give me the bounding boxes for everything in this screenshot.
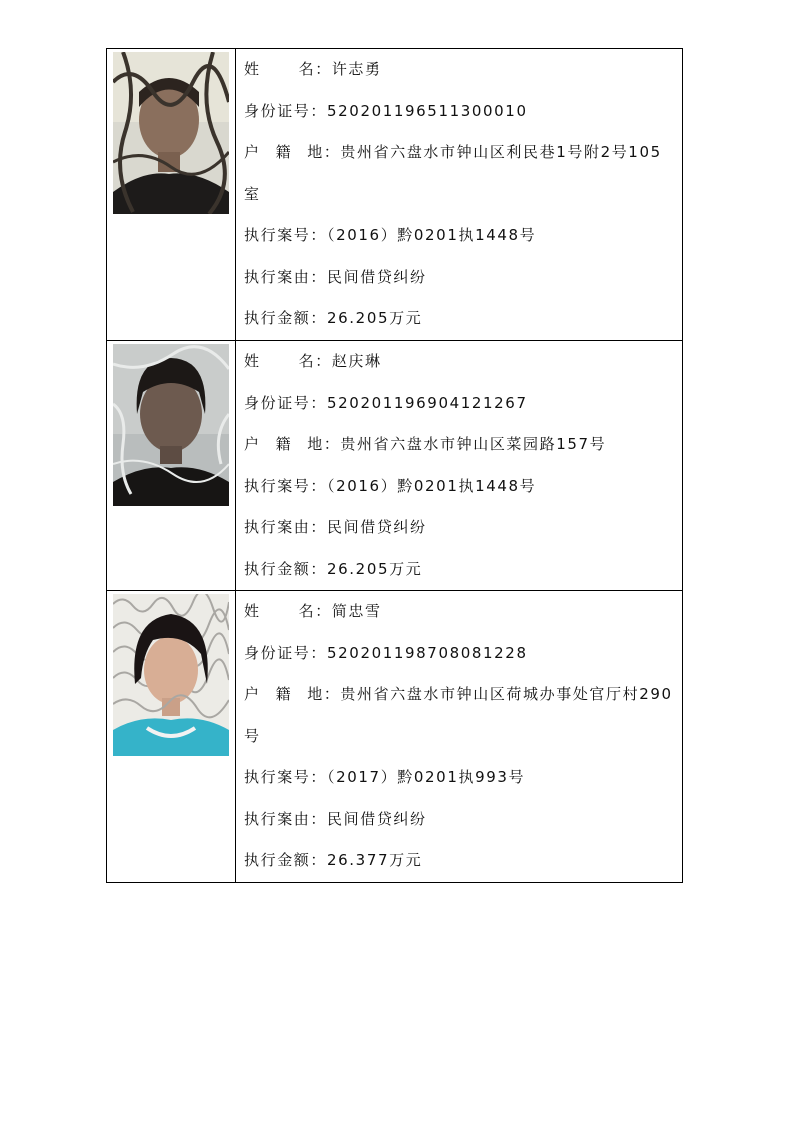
label-reg-b: 籍 (275, 435, 293, 453)
label-case-cause: 执行案由： (244, 267, 328, 286)
label-reg-a: 户 (244, 685, 261, 703)
label-id: 身份证号： (244, 643, 328, 662)
amount-line (244, 840, 676, 882)
id-line (244, 383, 676, 425)
name-line (244, 49, 676, 91)
id-line (244, 633, 676, 675)
label-name-a: 姓 (244, 60, 261, 78)
address-line (244, 424, 676, 466)
case-cause-value: 民间借贷纠纷 (327, 809, 427, 828)
table-row (107, 49, 683, 341)
amount-value: 26.205万元 (327, 309, 423, 327)
amount-value: 26.377万元 (327, 851, 423, 869)
info-cell (236, 341, 683, 591)
label-id: 身份证号： (244, 101, 328, 120)
name-value: 简忠雪 (331, 602, 382, 620)
id-line (244, 91, 676, 133)
label-amount: 执行金额： (244, 559, 328, 578)
label-name-b: 名： (298, 60, 332, 78)
address-value: 贵州省六盘水市钟山区利民巷1号附2号105室 (244, 143, 662, 203)
case-number-line (244, 757, 676, 799)
address-value: 贵州省六盘水市钟山区菜园路157号 (340, 435, 607, 453)
label-case-cause: 执行案由： (244, 809, 328, 828)
defaulter-roster-table (106, 48, 683, 883)
label-case-cause: 执行案由： (244, 518, 328, 536)
label-reg-c: 地： (307, 435, 341, 453)
amount-line (244, 549, 676, 591)
photo-cell (107, 49, 236, 341)
table-row (107, 591, 683, 883)
label-reg-b: 籍 (275, 685, 293, 703)
case-cause-value: 民间借贷纠纷 (327, 267, 427, 286)
address-line (244, 674, 676, 757)
label-name-b: 名： (298, 602, 332, 620)
label-name-a: 姓 (244, 352, 261, 370)
label-id: 身份证号： (244, 393, 328, 412)
address-value: 贵州省六盘水市钟山区荷城办事处官厅村290号 (244, 685, 673, 745)
photo-cell (107, 591, 236, 883)
label-reg-c: 地： (307, 685, 341, 703)
table-row (107, 341, 683, 591)
case-number-line (244, 466, 676, 508)
label-reg-b: 籍 (275, 143, 293, 161)
case-number-line (244, 215, 676, 257)
portrait-photo (113, 52, 229, 214)
case-number-value: （2016）黔0201执1448号 (327, 476, 537, 495)
name-line (244, 591, 676, 633)
case-number-value: （2016）黔0201执1448号 (327, 226, 537, 244)
label-name-b: 名： (298, 352, 332, 370)
info-cell (236, 591, 683, 883)
amount-line (244, 298, 676, 340)
label-reg-c: 地： (307, 143, 341, 161)
info-cell (236, 49, 683, 341)
id-value: 520201196904121267 (327, 393, 528, 412)
amount-value: 26.205万元 (327, 559, 423, 578)
portrait-photo (113, 344, 229, 506)
label-name-a: 姓 (244, 602, 261, 620)
label-amount: 执行金额： (244, 309, 328, 327)
case-cause-line (244, 257, 676, 299)
case-cause-value: 民间借贷纠纷 (327, 518, 427, 536)
case-cause-line (244, 507, 676, 549)
name-line (244, 341, 676, 383)
case-cause-line (244, 799, 676, 841)
label-reg-a: 户 (244, 435, 261, 453)
portrait-photo (113, 594, 229, 756)
label-case-number: 执行案号： (244, 226, 328, 244)
label-reg-a: 户 (244, 143, 261, 161)
label-case-number: 执行案号： (244, 768, 328, 786)
label-case-number: 执行案号： (244, 476, 328, 495)
name-value: 赵庆琳 (331, 352, 382, 370)
photo-cell (107, 341, 236, 591)
id-value: 520201198708081228 (327, 643, 528, 662)
name-value: 许志勇 (331, 60, 382, 78)
label-amount: 执行金额： (244, 851, 328, 869)
id-value: 520201196511300010 (327, 101, 528, 120)
case-number-value: （2017）黔0201执993号 (327, 768, 526, 786)
address-line (244, 132, 676, 215)
